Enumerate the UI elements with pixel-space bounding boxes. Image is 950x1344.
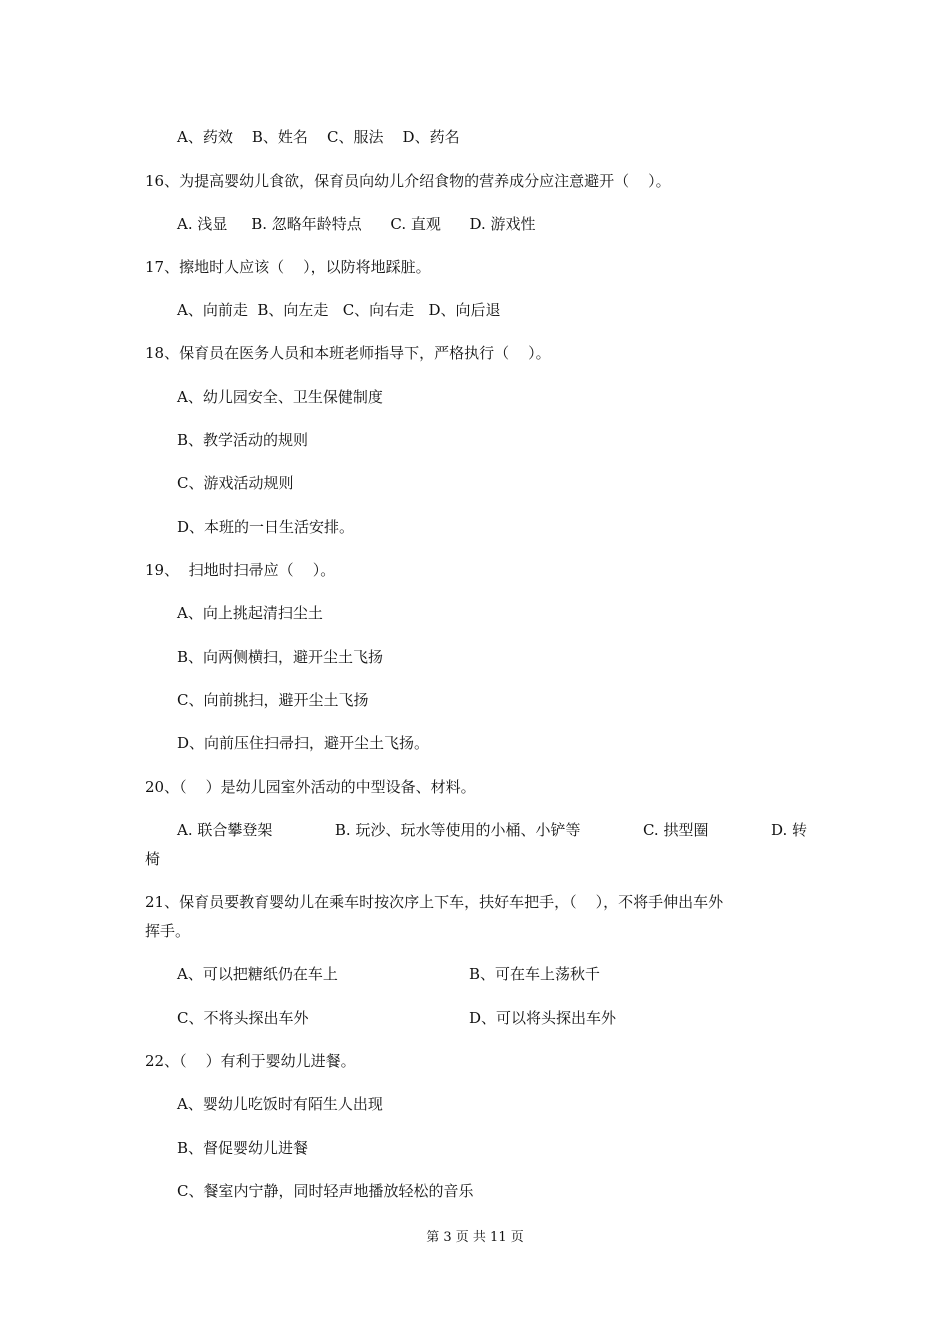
q20-option-a: A. 联合攀登架 [177, 821, 273, 839]
q18-option-d: D、本班的一日生活安排。 [177, 518, 355, 536]
q17-options: A、向前走 B、向左走 C、向右走 D、向后退 [177, 301, 501, 319]
q18-option-a: A、幼儿园安全、卫生保健制度 [177, 388, 383, 406]
q19-option-d: D、向前压住扫帚扫，避开尘土飞扬。 [177, 734, 430, 752]
question-16: 16、为提高婴幼儿食欲，保育员向幼儿介绍食物的营养成分应注意避开（ ）。 [145, 172, 671, 190]
question-22: 22、（ ）有利于婴幼儿进餐。 [145, 1052, 356, 1070]
question-20: 20、（ ）是幼儿园室外活动的中型设备、材料。 [145, 778, 476, 796]
q16-options: A. 浅显 B. 忽略年龄特点 C. 直观 D. 游戏性 [177, 215, 536, 233]
q22-option-b: B、督促婴幼儿进餐 [177, 1139, 309, 1157]
question-21-line2: 挥手。 [145, 922, 191, 940]
q21-option-c: C、不将头探出车外 [177, 1009, 309, 1027]
question-17: 17、擦地时人应该（ ），以防将地踩脏。 [145, 258, 431, 276]
q20-option-d-wrap: 椅 [145, 850, 161, 868]
q19-option-b: B、向两侧横扫，避开尘土飞扬 [177, 648, 384, 666]
q18-option-b: B、教学活动的规则 [177, 431, 309, 449]
q20-option-d: D. 转 [770, 821, 807, 839]
q21-option-b: B、可在车上荡秋千 [469, 965, 601, 983]
page-footer: 第 3 页 共 11 页 [426, 1230, 524, 1245]
question-19: 19、 扫地时扫帚应（ ）。 [145, 561, 336, 579]
q20-options [177, 819, 807, 841]
q20-option-c: C. 拱型圈 [642, 821, 709, 839]
q19-option-a: A、向上挑起清扫尘土 [177, 604, 323, 622]
q22-option-c: C、餐室内宁静，同时轻声地播放轻松的音乐 [177, 1182, 474, 1200]
question-21-line1: 21、保育员要教育婴幼儿在乘车时按次序上下车，扶好车把手，（ ），不将手伸出车外 [145, 893, 724, 911]
q21-option-d: D、可以将头探出车外 [469, 1009, 617, 1027]
q15-options: A、药效 B、姓名 C、服法 D、药名 [177, 128, 460, 146]
q19-option-c: C、向前挑扫，避开尘土飞扬 [177, 691, 369, 709]
q22-option-a: A、婴幼儿吃饭时有陌生人出现 [177, 1095, 383, 1113]
question-18: 18、保育员在医务人员和本班老师指导下，严格执行（ ）。 [145, 344, 551, 362]
q21-option-a: A、可以把糖纸仍在车上 [177, 965, 338, 983]
q18-option-c: C、游戏活动规则 [177, 474, 294, 492]
q20-option-b: B. 玩沙、玩水等使用的小桶、小铲等 [334, 821, 581, 839]
